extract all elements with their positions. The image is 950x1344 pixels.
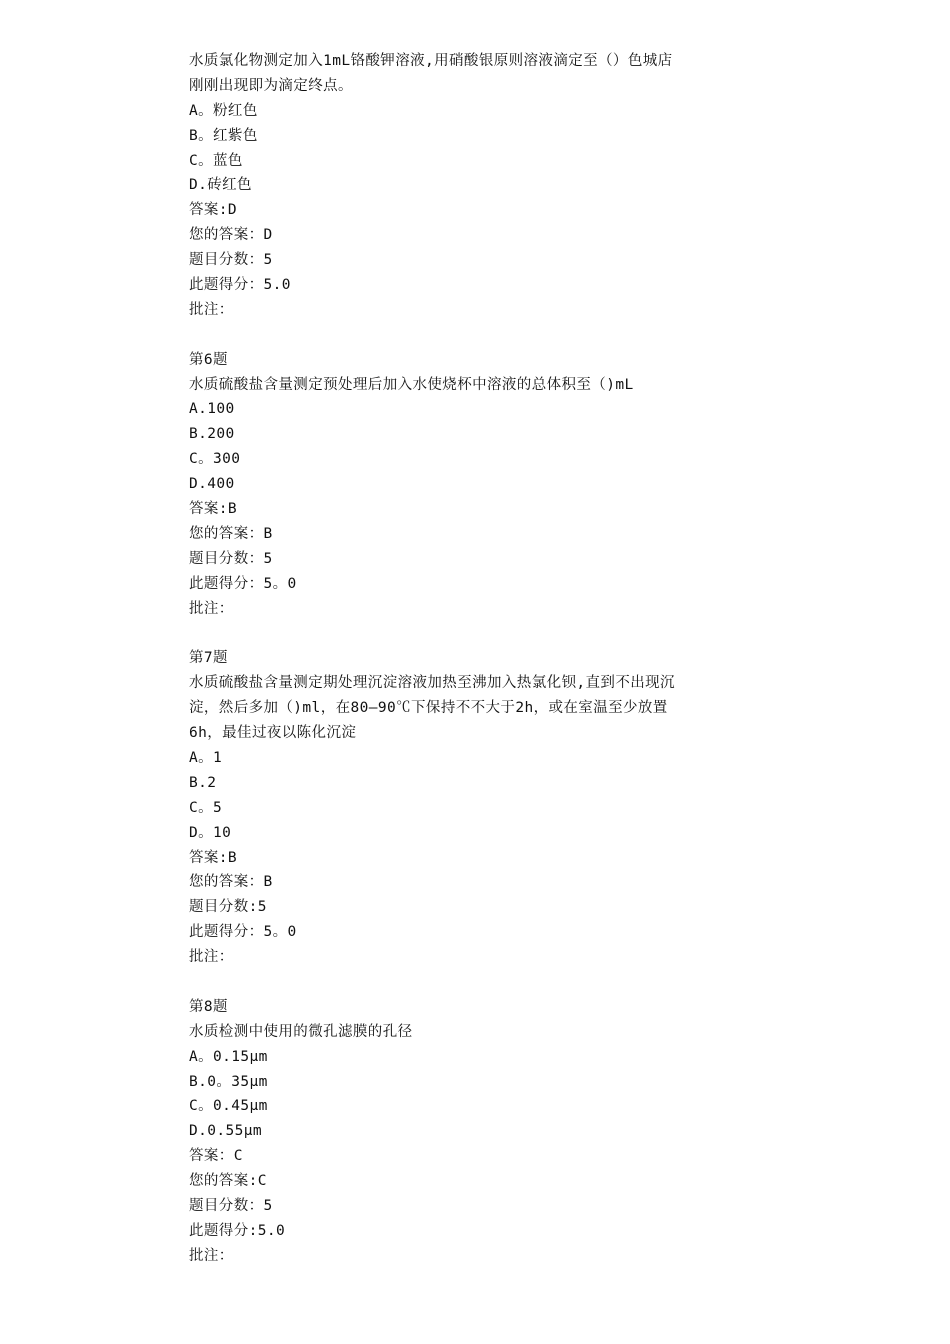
question-title: 第8题 xyxy=(189,998,228,1015)
question-title: 第7题 xyxy=(189,650,228,667)
option-c: C。0.45μm xyxy=(189,1098,268,1115)
annotation-label: 批注： xyxy=(189,1247,234,1264)
question-8-block xyxy=(189,995,789,1269)
option-a: A。粉红色 xyxy=(189,102,258,119)
annotation-label: 批注： xyxy=(189,600,234,617)
your-answer: 您的答案：B xyxy=(189,525,273,542)
question-5-block xyxy=(189,49,789,323)
option-d: D.砖红色 xyxy=(189,177,252,194)
spacer xyxy=(189,323,789,348)
question-stem-line: 水质检测中使用的微孔滤膜的孔径 xyxy=(189,1023,413,1040)
your-answer: 您的答案:C xyxy=(189,1173,267,1190)
option-a: A。1 xyxy=(189,749,223,766)
correct-answer: 答案:D xyxy=(189,202,238,219)
option-c: C。300 xyxy=(189,451,241,468)
question-stem-line: 水质硫酸盐含量测定期处理沉淀溶液加热至沸加入热氯化钡,直到不出现沉 xyxy=(189,675,675,692)
question-score: 题目分数：5 xyxy=(189,1197,273,1214)
earned-score: 此题得分：5。0 xyxy=(189,924,297,941)
annotation-label: 批注： xyxy=(189,301,234,318)
question-title: 第6题 xyxy=(189,351,228,368)
your-answer: 您的答案：B xyxy=(189,874,273,891)
document-page xyxy=(189,49,789,1269)
option-b: B.2 xyxy=(189,774,217,791)
correct-answer: 答案:B xyxy=(189,849,238,866)
question-score: 题目分数:5 xyxy=(189,899,267,916)
question-score: 题目分数：5 xyxy=(189,550,273,567)
option-a: A。0.15μm xyxy=(189,1048,268,1065)
annotation-label: 批注： xyxy=(189,949,234,966)
option-c: C。蓝色 xyxy=(189,152,243,169)
earned-score: 此题得分:5.0 xyxy=(189,1222,286,1239)
option-b: B.200 xyxy=(189,426,235,443)
earned-score: 此题得分：5.0 xyxy=(189,277,291,294)
earned-score: 此题得分：5。0 xyxy=(189,575,297,592)
question-score: 题目分数：5 xyxy=(189,252,273,269)
question-7-block xyxy=(189,646,789,970)
correct-answer: 答案:B xyxy=(189,501,238,518)
option-a: A.100 xyxy=(189,401,235,418)
correct-answer: 答案：C xyxy=(189,1148,243,1165)
spacer xyxy=(189,970,789,995)
option-d: D。10 xyxy=(189,824,232,841)
question-stem-line: 淀，然后多加（)ml，在80—90℃下保持不不大于2h，或在室温至少放置 xyxy=(189,700,668,717)
question-6-block xyxy=(189,348,789,622)
question-stem-line: 6h，最佳过夜以陈化沉淀 xyxy=(189,725,357,742)
option-b: B。红紫色 xyxy=(189,127,258,144)
option-d: D.0.55μm xyxy=(189,1123,263,1140)
question-stem-line: 刚刚出现即为滴定终点。 xyxy=(189,77,353,94)
option-c: C。5 xyxy=(189,799,223,816)
question-stem-line: 水质硫酸盐含量测定预处理后加入水使烧杯中溶液的总体积至（)mL xyxy=(189,376,634,393)
option-d: D.400 xyxy=(189,476,235,493)
question-stem-line: 水质氯化物测定加入1mL铬酸钾溶液,用硝酸银原则溶液滴定至（）色城店 xyxy=(189,53,673,69)
your-answer: 您的答案：D xyxy=(189,227,273,244)
spacer xyxy=(189,621,789,646)
option-b: B.0。35μm xyxy=(189,1073,268,1090)
